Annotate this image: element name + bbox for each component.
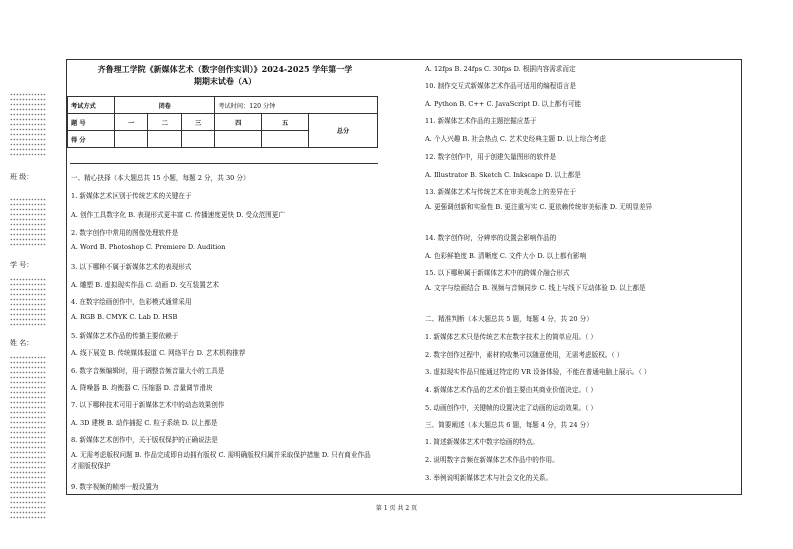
- question: 3. 以下哪种不属于新媒体艺术的表现形式: [71, 263, 192, 271]
- question: 6. 数字音频编辑时，用于调整音频音量大小的工具是: [71, 367, 225, 375]
- page-footer: 第 1 页 共 2 页: [375, 505, 418, 512]
- col-5: 五: [262, 114, 309, 131]
- exam-title-line2: 期期末试卷（A）: [193, 76, 257, 86]
- exam-mode-value: 闭卷: [115, 97, 215, 114]
- options: A. Word B. Photoshop C. Premiere D. Audition: [71, 243, 226, 251]
- question-no-label: 题 号: [68, 114, 115, 131]
- name-label: 姓 名：: [10, 339, 34, 347]
- options: A. Python B. C++ C. JavaScript D. 以上都有可能: [425, 100, 582, 108]
- section-divider: [70, 163, 378, 164]
- short-answer-item: 2. 说明数字音频在新媒体艺术作品中的作用。: [425, 456, 559, 464]
- score-table: [67, 96, 378, 148]
- binding-dots-4: ************ ************ ************ ************ ************ ************ ************ ************ ************ ************ ************ ************ ************ ************ ************ ************ ************ ************ ************ ************ ************ ************ ************ ************ ************ ************ ************ ************ ************ ************ ************ ************ ************: [10, 356, 47, 521]
- section-heading: 三、简要阐述（本大题总共 6 题，每题 4 分，共 24 分）: [425, 421, 593, 429]
- section-heading: 一、精心抉择（本大题总共 15 小题，每题 2 分，共 30 分）: [71, 174, 250, 182]
- short-answer-item: 1. 简述新媒体艺术中数字绘画的特点。: [425, 438, 539, 446]
- question: 8. 新媒体艺术创作中，关于版权保护的正确说法是: [71, 436, 218, 444]
- question: 7. 以下哪种技术可用于新媒体艺术中的动态效果创作: [71, 401, 225, 409]
- options: A. 色彩鲜艳度 B. 清晰度 C. 文件大小 D. 以上都有影响: [425, 252, 587, 260]
- score-cell: [181, 131, 214, 148]
- question: 11. 新媒体艺术作品的主题挖掘应基于: [425, 117, 537, 125]
- options: A. 更强调创新和实验性 B. 更注重写实 C. 更依赖传统审美标准 D. 无明显差异: [425, 203, 653, 211]
- options: A. 降噪器 B. 均衡器 C. 压缩器 D. 音量调节滑块: [71, 384, 213, 392]
- question: 2. 数字创作中常用的图像处理软件是: [71, 229, 179, 237]
- exam-time: 考试时间：120 分钟: [215, 97, 378, 114]
- question: 15. 以下哪种属于新媒体艺术中的跨媒介融合形式: [425, 269, 570, 277]
- section-heading: 二、精准判断（本大题总共 5 题，每题 4 分，共 20 分）: [425, 315, 593, 323]
- score-cell: [115, 131, 148, 148]
- options: A. 线下展览 B. 传统媒体报道 C. 网络平台 D. 艺术机构推荐: [71, 349, 246, 357]
- question: 1. 新媒体艺术区别于传统艺术的关键在于: [71, 192, 192, 200]
- col-2: 二: [148, 114, 181, 131]
- question: 4. 在数字绘画创作中，色彩模式通常采用: [71, 298, 192, 306]
- question: 14. 数字创作时，分辨率的设置会影响作品的: [425, 234, 557, 242]
- options: A. 文字与绘画结合 B. 视频与音频同步 C. 线上与线下互动体验 D. 以上都是: [425, 284, 646, 292]
- col-1: 一: [115, 114, 148, 131]
- score-cell: [262, 131, 309, 148]
- binding-dots-2: ************ ************ ************ ************ ************ ************ ************ ************ ************ ************: [10, 198, 47, 248]
- binding-dots-3: ************ ************ ************ ************ ************ ************ ************ ************ ************ ************: [10, 278, 47, 328]
- total-label: 总分: [309, 114, 378, 148]
- short-answer-item: 3. 举例说明新媒体艺术与社会文化的关系。: [425, 474, 553, 482]
- options: A. 12fps B. 24fps C. 30fps D. 根据内容需求而定: [425, 65, 576, 73]
- question: 9. 数字视频的帧率一般设置为: [71, 483, 159, 491]
- class-label: 班 级：: [10, 173, 34, 181]
- true-false-item: 2. 数字创作过程中，素材的收集可以随意使用，无需考虑版权。（ ）: [425, 351, 624, 359]
- question: 5. 新媒体艺术作品的传播主要依赖于: [71, 332, 179, 340]
- question: 10. 制作交互式新媒体艺术作品可适用的编程语言是: [425, 82, 577, 90]
- col-4: 四: [215, 114, 262, 131]
- score-label: 得 分: [68, 131, 115, 148]
- exam-title-line1: 齐鲁理工学院《新媒体艺术（数字创作实训）》2024-2025 学年第一学: [97, 64, 353, 74]
- question: 13. 新媒体艺术与传统艺术在审美观念上的差异在于: [425, 188, 577, 196]
- options: A. RGB B. CMYK C. Lab D. HSB: [71, 313, 178, 321]
- options: A. 3D 建模 B. 动作捕捉 C. 粒子系统 D. 以上都是: [71, 419, 218, 427]
- true-false-item: 1. 新媒体艺术只是传统艺术在数字技术上的简单应用。（ ）: [425, 333, 598, 341]
- options: A. 雕塑 B. 虚拟现实作品 C. 动画 D. 交互装置艺术: [71, 281, 220, 289]
- exam-title: [70, 63, 380, 87]
- binding-dots-1: ************ ************ ************ ************ ************ ************ ************ ************ ************ ************ ************ ************ ************: [10, 93, 47, 158]
- true-false-item: 3. 虚拟现实作品只能通过特定的 VR 设备体验，不能在普通电脑上展示。（ ）: [425, 368, 651, 376]
- question: 12. 数字创作中，用于创建矢量图形的软件是: [425, 153, 557, 161]
- options: A. Illustrator B. Sketch C. Inkscape D. 以上都是: [425, 171, 581, 179]
- options: A. 个人兴趣 B. 社会热点 C. 艺术史经典主题 D. 以上综合考虑: [425, 135, 606, 143]
- true-false-item: 4. 新媒体艺术作品的艺术价值主要由其商业价值决定。（ ）: [425, 386, 598, 394]
- student-id-label: 学 号：: [10, 261, 34, 269]
- true-false-item: 5. 动画创作中，关键帧的设置决定了动画的运动效果。（ ）: [425, 404, 598, 412]
- exam-mode-label: 考试方式: [68, 97, 115, 114]
- options: A. 无需考虑版权问题 B. 作品完成即自动拥有版权 C. 需明确版权归属并采取保护措施 D. 只有商业作品才需版权保护: [71, 451, 371, 470]
- options: A. 创作工具数字化 B. 表现形式更丰富 C. 传播速度更快 D. 受众范围更广: [71, 211, 285, 219]
- score-cell: [215, 131, 262, 148]
- score-cell: [148, 131, 181, 148]
- col-3: 三: [181, 114, 214, 131]
